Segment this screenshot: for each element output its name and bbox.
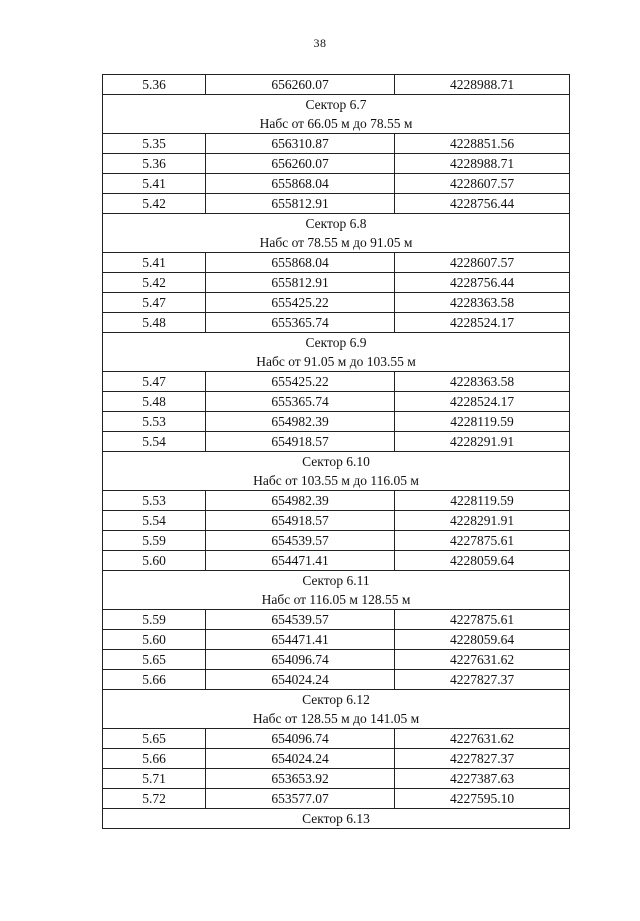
point-cell: 5.71: [103, 769, 206, 789]
x-coordinate-cell: 654539.57: [206, 531, 395, 551]
y-coordinate-cell: 4228524.17: [395, 392, 570, 412]
coordinates-table: [102, 74, 570, 829]
point-cell: 5.36: [103, 75, 206, 95]
sector-elevation-range: Набс от 128.55 м до 141.05 м: [252, 711, 420, 726]
table-row: [103, 610, 570, 630]
point-cell: 5.59: [103, 531, 206, 551]
point-cell: 5.66: [103, 670, 206, 690]
sector-title: Сектор 6.7: [305, 97, 367, 112]
sector-header-cell: [103, 690, 570, 729]
point-cell: 5.59: [103, 610, 206, 630]
y-coordinate-cell: 4227387.63: [395, 769, 570, 789]
y-coordinate-cell: 4227827.37: [395, 670, 570, 690]
y-coordinate-cell: 4228524.17: [395, 313, 570, 333]
x-coordinate-cell: 654024.24: [206, 670, 395, 690]
table-row: [103, 769, 570, 789]
point-cell: 5.41: [103, 253, 206, 273]
y-coordinate-cell: 4228756.44: [395, 194, 570, 214]
table-row: [103, 670, 570, 690]
sector-header-cell: [103, 95, 570, 134]
x-coordinate-cell: 655365.74: [206, 392, 395, 412]
sector-elevation-range: Набс от 116.05 м 128.55 м: [261, 592, 411, 607]
x-coordinate-cell: 655425.22: [206, 293, 395, 313]
y-coordinate-cell: 4227875.61: [395, 610, 570, 630]
table-row: [103, 789, 570, 809]
x-coordinate-cell: 654471.41: [206, 630, 395, 650]
y-coordinate-cell: 4228291.91: [395, 432, 570, 452]
x-coordinate-cell: 655425.22: [206, 372, 395, 392]
y-coordinate-cell: 4228291.91: [395, 511, 570, 531]
table-row: [103, 75, 570, 95]
y-coordinate-cell: 4228059.64: [395, 630, 570, 650]
x-coordinate-cell: 656260.07: [206, 75, 395, 95]
x-coordinate-cell: 654024.24: [206, 749, 395, 769]
sector-header-cell: [103, 452, 570, 491]
sector-elevation-range: Набс от 78.55 м до 91.05 м: [259, 235, 413, 250]
table-row: [103, 194, 570, 214]
x-coordinate-cell: 655868.04: [206, 253, 395, 273]
table-row: [103, 174, 570, 194]
x-coordinate-cell: 654539.57: [206, 610, 395, 630]
point-cell: 5.42: [103, 273, 206, 293]
table-row: [103, 650, 570, 670]
table-row: [103, 154, 570, 174]
y-coordinate-cell: 4228363.58: [395, 372, 570, 392]
x-coordinate-cell: 653577.07: [206, 789, 395, 809]
x-coordinate-cell: 655365.74: [206, 313, 395, 333]
point-cell: 5.65: [103, 650, 206, 670]
table-row: [103, 729, 570, 749]
sector-header-row: [103, 333, 570, 372]
table-row: [103, 293, 570, 313]
table-row: [103, 531, 570, 551]
x-coordinate-cell: 653653.92: [206, 769, 395, 789]
x-coordinate-cell: 654471.41: [206, 551, 395, 571]
table-row: [103, 392, 570, 412]
sector-elevation-range: Набс от 103.55 м до 116.05 м: [253, 473, 419, 488]
x-coordinate-cell: 654096.74: [206, 650, 395, 670]
y-coordinate-cell: 4228119.59: [395, 412, 570, 432]
point-cell: 5.48: [103, 392, 206, 412]
sector-header-cell: [103, 571, 570, 610]
point-cell: 5.60: [103, 551, 206, 571]
sector-header-cell: [103, 214, 570, 253]
sector-header-row: [103, 214, 570, 253]
point-cell: 5.60: [103, 630, 206, 650]
table-row: [103, 253, 570, 273]
point-cell: 5.66: [103, 749, 206, 769]
coordinates-table-body: [103, 75, 570, 829]
y-coordinate-cell: 4228988.71: [395, 154, 570, 174]
x-coordinate-cell: 655812.91: [206, 273, 395, 293]
table-row: [103, 551, 570, 571]
sector-title: Сектор 6.12: [302, 692, 370, 707]
point-cell: 5.72: [103, 789, 206, 809]
point-cell: 5.42: [103, 194, 206, 214]
table-row: [103, 412, 570, 432]
y-coordinate-cell: 4227595.10: [395, 789, 570, 809]
y-coordinate-cell: 4227827.37: [395, 749, 570, 769]
sector-title: Сектор 6.10: [302, 454, 370, 469]
table-row: [103, 749, 570, 769]
point-cell: 5.54: [103, 432, 206, 452]
point-cell: 5.47: [103, 372, 206, 392]
sector-elevation-range: Набс от 91.05 м до 103.55 м: [256, 354, 416, 369]
y-coordinate-cell: 4228851.56: [395, 134, 570, 154]
y-coordinate-cell: 4228988.71: [395, 75, 570, 95]
point-cell: 5.47: [103, 293, 206, 313]
sector-title: Сектор 6.13: [103, 809, 570, 829]
table-row: [103, 134, 570, 154]
x-coordinate-cell: 654918.57: [206, 511, 395, 531]
x-coordinate-cell: 655868.04: [206, 174, 395, 194]
x-coordinate-cell: 654918.57: [206, 432, 395, 452]
sector-title: Сектор 6.11: [302, 573, 370, 588]
sector-header-cell: [103, 333, 570, 372]
sector-elevation-range: Набс от 66.05 м до 78.55 м: [259, 116, 413, 131]
point-cell: 5.65: [103, 729, 206, 749]
sector-header-row: [103, 571, 570, 610]
point-cell: 5.36: [103, 154, 206, 174]
sector-title: Сектор 6.8: [305, 216, 367, 231]
sector-header-row: [103, 95, 570, 134]
y-coordinate-cell: 4228607.57: [395, 253, 570, 273]
point-cell: 5.53: [103, 412, 206, 432]
table-row: [103, 273, 570, 293]
y-coordinate-cell: 4227631.62: [395, 729, 570, 749]
sector-header-row: [103, 452, 570, 491]
point-cell: 5.41: [103, 174, 206, 194]
table-row: [103, 432, 570, 452]
point-cell: 5.35: [103, 134, 206, 154]
point-cell: 5.48: [103, 313, 206, 333]
y-coordinate-cell: 4228059.64: [395, 551, 570, 571]
table-row: [103, 630, 570, 650]
y-coordinate-cell: 4228756.44: [395, 273, 570, 293]
y-coordinate-cell: 4227631.62: [395, 650, 570, 670]
sector-header-row: [103, 690, 570, 729]
x-coordinate-cell: 655812.91: [206, 194, 395, 214]
table-row: [103, 491, 570, 511]
point-cell: 5.53: [103, 491, 206, 511]
sector-header-row: [103, 809, 570, 829]
page-number: 38: [313, 36, 327, 50]
sector-title: Сектор 6.9: [305, 335, 367, 350]
y-coordinate-cell: 4228607.57: [395, 174, 570, 194]
table-row: [103, 511, 570, 531]
x-coordinate-cell: 654982.39: [206, 491, 395, 511]
table-row: [103, 372, 570, 392]
x-coordinate-cell: 654096.74: [206, 729, 395, 749]
y-coordinate-cell: 4228363.58: [395, 293, 570, 313]
x-coordinate-cell: 654982.39: [206, 412, 395, 432]
table-row: [103, 313, 570, 333]
y-coordinate-cell: 4227875.61: [395, 531, 570, 551]
point-cell: 5.54: [103, 511, 206, 531]
x-coordinate-cell: 656260.07: [206, 154, 395, 174]
y-coordinate-cell: 4228119.59: [395, 491, 570, 511]
x-coordinate-cell: 656310.87: [206, 134, 395, 154]
